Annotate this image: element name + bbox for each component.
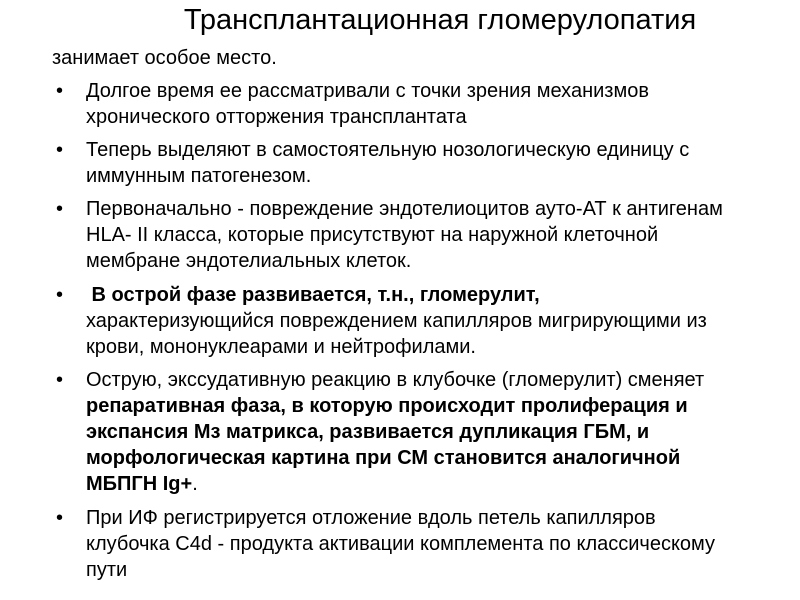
text-line: Долгое время ее рассматривали с точки зрения механизмов [86, 80, 649, 102]
intro-text: занимает особое место. [52, 47, 277, 69]
text-line-bold: экспансия Мз матрикса, развивается дупликация ГБМ, и [86, 421, 650, 443]
text-line-bold: В острой фазе развивается, т.н., гломерулит, [86, 284, 540, 306]
text-line: клубочка С4d - продукта активации комплемента по классическому [86, 533, 716, 555]
bullet-text [86, 367, 798, 497]
text-line: HLA- II класса, которые присутствуют на наружной клеточной [86, 224, 659, 246]
text-line: характеризующийся повреждением капилляров мигрирующими из [86, 310, 707, 332]
bullet-icon: • [56, 80, 64, 102]
text-line-bold: репаративная фаза, в которую происходит пролиферация и [86, 395, 688, 417]
text-line: пути [86, 559, 128, 581]
text-line: Первоначально - повреждение эндотелиоцитов ауто-АТ к антигенам [86, 198, 723, 220]
text-bold-fragment: МБПГН Ig+ [86, 473, 193, 495]
bullet-text [86, 282, 798, 360]
text-fragment: . [192, 473, 198, 495]
bullet-icon: • [56, 198, 64, 220]
text-line: При ИФ регистрируется отложение вдоль петель капилляров [86, 507, 656, 529]
bullet-icon: • [56, 507, 64, 529]
bullet-icon: • [56, 284, 64, 306]
text-line-bold: морфологическая картина при СМ становится аналогичной [86, 447, 681, 469]
text-line: крови, мононуклеарами и нейтрофилами. [86, 336, 476, 358]
text-line: Теперь выделяют в самостоятельную нозологическую единицу с [86, 139, 690, 161]
bullet-icon: • [56, 369, 64, 391]
slide-title: Трансплантационная гломерулопатия [183, 4, 697, 36]
text-line: хронического отторжения трансплантата [86, 106, 467, 128]
text-line: Острую, экссудативную реакцию в клубочке (гломерулит) сменяет [86, 369, 705, 391]
bullet-text [86, 78, 798, 130]
text-line: мембране эндотелиальных клеток. [86, 250, 412, 272]
bullet-text [86, 505, 798, 583]
bullet-text [86, 137, 798, 189]
text-line [86, 471, 798, 497]
bullet-icon: • [56, 139, 64, 161]
text-line: иммунным патогенезом. [86, 165, 312, 187]
bullet-text [86, 196, 798, 274]
